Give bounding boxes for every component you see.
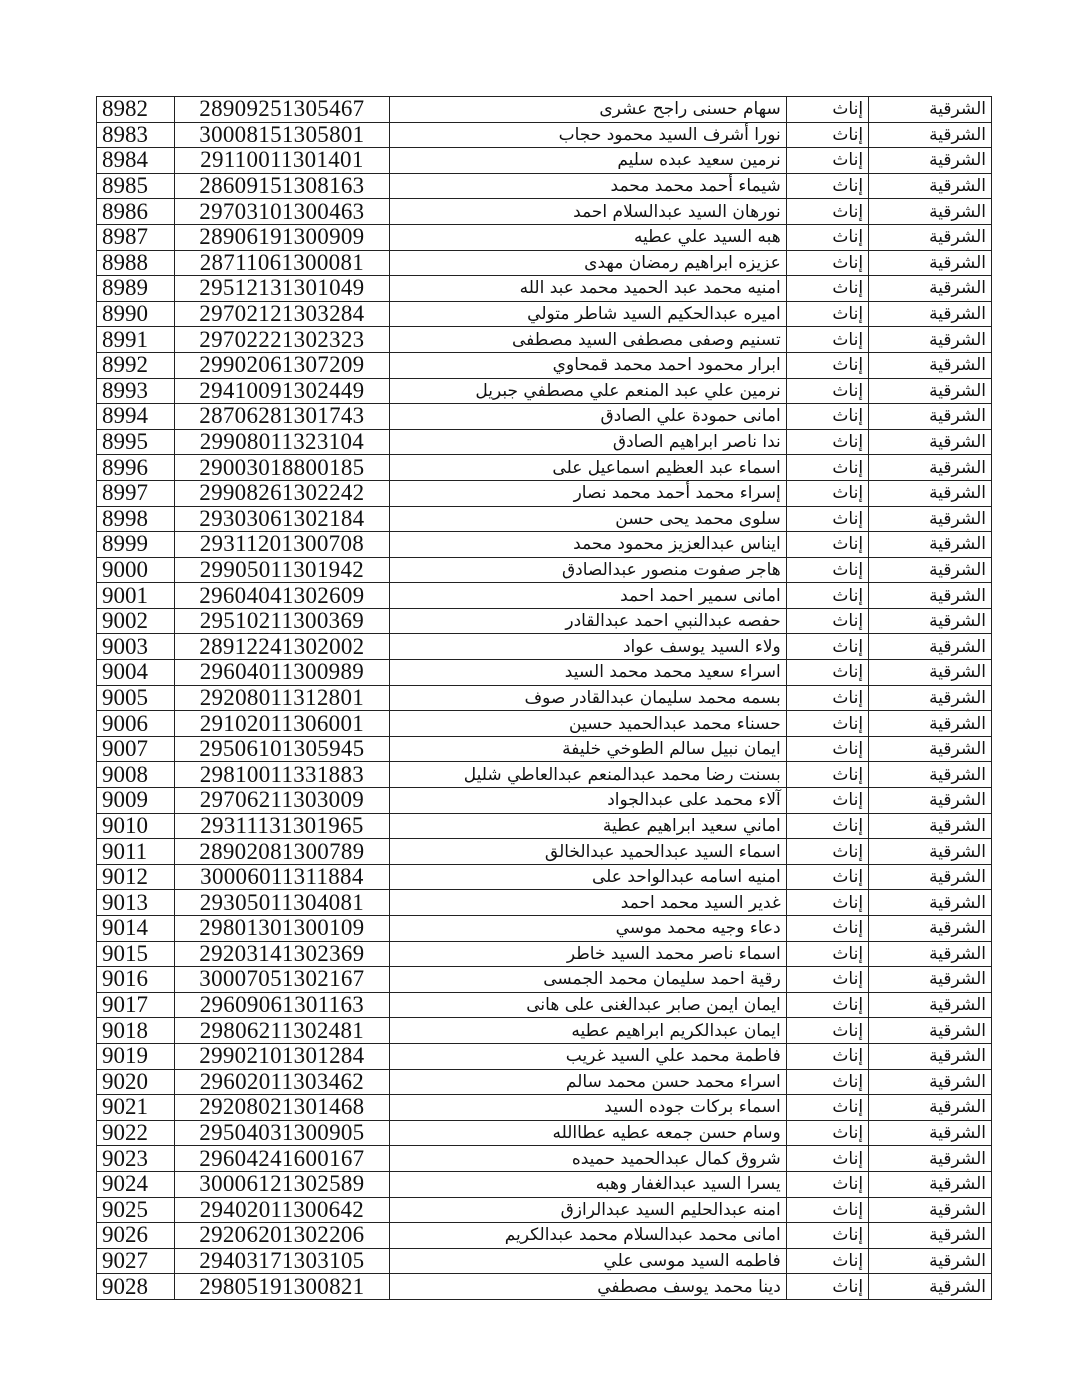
table-row [97, 455, 992, 481]
table-row [97, 813, 992, 839]
serial-number-cell: 8984 [97, 148, 175, 174]
governorate-cell: الشرقية [869, 378, 992, 404]
full-name-cell: دينا محمد يوسف مصطفي [389, 1274, 786, 1300]
national-id-cell: 29403171303105 [175, 1248, 389, 1274]
governorate-cell: الشرقية [869, 864, 992, 890]
gender-cell: إناث [786, 711, 868, 737]
records-table [96, 96, 992, 1300]
table-row [97, 762, 992, 788]
national-id-cell: 30006121302589 [175, 1171, 389, 1197]
serial-number-cell: 9012 [97, 864, 175, 890]
table-row [97, 276, 992, 302]
national-id-cell: 28706281301743 [175, 404, 389, 430]
full-name-cell: بسنت رضا محمد عبدالمنعم عبدالعاطي شليل [389, 762, 786, 788]
governorate-cell: الشرقية [869, 583, 992, 609]
governorate-cell: الشرقية [869, 813, 992, 839]
governorate-cell: الشرقية [869, 429, 992, 455]
national-id-cell: 29110011301401 [175, 148, 389, 174]
gender-cell: إناث [786, 608, 868, 634]
serial-number-cell: 8998 [97, 506, 175, 532]
governorate-cell: الشرقية [869, 148, 992, 174]
national-id-cell: 28906191300909 [175, 224, 389, 250]
governorate-cell: الشرقية [869, 173, 992, 199]
governorate-cell: الشرقية [869, 506, 992, 532]
gender-cell: إناث [786, 813, 868, 839]
table-row [97, 864, 992, 890]
national-id-cell: 29604041302609 [175, 583, 389, 609]
full-name-cell: دعاء وجيه محمد موسي [389, 916, 786, 942]
gender-cell: إناث [786, 1248, 868, 1274]
full-name-cell: امنيه محمد عبد الحميد محمد عبد الله [389, 276, 786, 302]
gender-cell: إناث [786, 97, 868, 123]
national-id-cell: 29203141302369 [175, 941, 389, 967]
full-name-cell: اسماء بركات جوده السيد [389, 1095, 786, 1121]
serial-number-cell: 8999 [97, 532, 175, 558]
governorate-cell: الشرقية [869, 97, 992, 123]
table-row [97, 1171, 992, 1197]
gender-cell: إناث [786, 1146, 868, 1172]
national-id-cell: 29604011300989 [175, 660, 389, 686]
national-id-cell: 29602011303462 [175, 1069, 389, 1095]
national-id-cell: 29609061301163 [175, 992, 389, 1018]
gender-cell: إناث [786, 1197, 868, 1223]
gender-cell: إناث [786, 839, 868, 865]
table-row [97, 1146, 992, 1172]
table-row [97, 404, 992, 430]
table-row [97, 890, 992, 916]
serial-number-cell: 9002 [97, 608, 175, 634]
governorate-cell: الشرقية [869, 1120, 992, 1146]
gender-cell: إناث [786, 967, 868, 993]
table-row [97, 967, 992, 993]
serial-number-cell: 8985 [97, 173, 175, 199]
governorate-cell: الشرقية [869, 685, 992, 711]
full-name-cell: يسرا السيد عبدالغفار وهبه [389, 1171, 786, 1197]
serial-number-cell: 8994 [97, 404, 175, 430]
national-id-cell: 29512131301049 [175, 276, 389, 302]
table-row [97, 583, 992, 609]
table-row [97, 634, 992, 660]
governorate-cell: الشرقية [869, 199, 992, 225]
full-name-cell: امنيه اسامه عبدالواحد على [389, 864, 786, 890]
gender-cell: إناث [786, 122, 868, 148]
full-name-cell: شروق كمال عبدالحميد حميده [389, 1146, 786, 1172]
table-row [97, 736, 992, 762]
serial-number-cell: 9008 [97, 762, 175, 788]
gender-cell: إناث [786, 224, 868, 250]
gender-cell: إناث [786, 1171, 868, 1197]
governorate-cell: الشرقية [869, 1146, 992, 1172]
governorate-cell: الشرقية [869, 1043, 992, 1069]
governorate-cell: الشرقية [869, 916, 992, 942]
full-name-cell: امانى حمودة علي الصادق [389, 404, 786, 430]
governorate-cell: الشرقية [869, 301, 992, 327]
governorate-cell: الشرقية [869, 1171, 992, 1197]
serial-number-cell: 9015 [97, 941, 175, 967]
serial-number-cell: 9025 [97, 1197, 175, 1223]
national-id-cell: 29410091302449 [175, 378, 389, 404]
governorate-cell: الشرقية [869, 634, 992, 660]
national-id-cell: 28909251305467 [175, 97, 389, 123]
table-row [97, 711, 992, 737]
governorate-cell: الشرقية [869, 890, 992, 916]
governorate-cell: الشرقية [869, 352, 992, 378]
table-row [97, 941, 992, 967]
table-row [97, 1069, 992, 1095]
full-name-cell: هبه السيد علي عطيه [389, 224, 786, 250]
governorate-cell: الشرقية [869, 250, 992, 276]
gender-cell: إناث [786, 506, 868, 532]
governorate-cell: الشرقية [869, 762, 992, 788]
full-name-cell: سهام حسنى راجح عشرى [389, 97, 786, 123]
governorate-cell: الشرقية [869, 1197, 992, 1223]
national-id-cell: 29702121303284 [175, 301, 389, 327]
table-row [97, 122, 992, 148]
national-id-cell: 30007051302167 [175, 967, 389, 993]
table-row [97, 352, 992, 378]
table-row [97, 916, 992, 942]
governorate-cell: الشرقية [869, 404, 992, 430]
national-id-cell: 29806211302481 [175, 1018, 389, 1044]
full-name-cell: حفصه عبدالنبي احمد عبدالقادر [389, 608, 786, 634]
serial-number-cell: 9019 [97, 1043, 175, 1069]
full-name-cell: امانى سمير احمد احمد [389, 583, 786, 609]
full-name-cell: اسماء عبد العظيم اسماعيل على [389, 455, 786, 481]
national-id-cell: 29702221302323 [175, 327, 389, 353]
gender-cell: إناث [786, 736, 868, 762]
national-id-cell: 28902081300789 [175, 839, 389, 865]
table-row [97, 224, 992, 250]
governorate-cell: الشرقية [869, 532, 992, 558]
serial-number-cell: 9001 [97, 583, 175, 609]
governorate-cell: الشرقية [869, 327, 992, 353]
serial-number-cell: 8995 [97, 429, 175, 455]
governorate-cell: الشرقية [869, 1069, 992, 1095]
full-name-cell: ولاء السيد يوسف عواد [389, 634, 786, 660]
serial-number-cell: 9016 [97, 967, 175, 993]
national-id-cell: 29703101300463 [175, 199, 389, 225]
gender-cell: إناث [786, 148, 868, 174]
full-name-cell: تسنيم وصفى مصطفى السيد مصطفى [389, 327, 786, 353]
gender-cell: إناث [786, 276, 868, 302]
national-id-cell: 28912241302002 [175, 634, 389, 660]
governorate-cell: الشرقية [869, 1095, 992, 1121]
full-name-cell: اسماء ناصر محمد السيد خاطر [389, 941, 786, 967]
table-row [97, 97, 992, 123]
full-name-cell: اسماء السيد عبدالحميد عبدالخالق [389, 839, 786, 865]
table-row [97, 839, 992, 865]
gender-cell: إناث [786, 890, 868, 916]
full-name-cell: ايمان نبيل سالم الطوخي خليفة [389, 736, 786, 762]
gender-cell: إناث [786, 532, 868, 558]
full-name-cell: ايمان ايمن صابر عبدالغنى على هانى [389, 992, 786, 1018]
gender-cell: إناث [786, 429, 868, 455]
serial-number-cell: 9022 [97, 1120, 175, 1146]
gender-cell: إناث [786, 199, 868, 225]
gender-cell: إناث [786, 941, 868, 967]
table-row [97, 1223, 992, 1249]
gender-cell: إناث [786, 1069, 868, 1095]
national-id-cell: 29504031300905 [175, 1120, 389, 1146]
governorate-cell: الشرقية [869, 1274, 992, 1300]
table-row [97, 1120, 992, 1146]
table-row [97, 1018, 992, 1044]
gender-cell: إناث [786, 301, 868, 327]
governorate-cell: الشرقية [869, 736, 992, 762]
serial-number-cell: 8993 [97, 378, 175, 404]
table-row [97, 608, 992, 634]
table-row [97, 1197, 992, 1223]
table-row [97, 1274, 992, 1300]
national-id-cell: 29208011312801 [175, 685, 389, 711]
serial-number-cell: 9003 [97, 634, 175, 660]
records-table-body [97, 97, 992, 1300]
serial-number-cell: 9007 [97, 736, 175, 762]
gender-cell: إناث [786, 1223, 868, 1249]
national-id-cell: 29706211303009 [175, 788, 389, 814]
serial-number-cell: 9017 [97, 992, 175, 1018]
full-name-cell: امنه عبدالحليم السيد عبدالرازق [389, 1197, 786, 1223]
governorate-cell: الشرقية [869, 224, 992, 250]
gender-cell: إناث [786, 1043, 868, 1069]
national-id-cell: 29810011331883 [175, 762, 389, 788]
full-name-cell: اسراء سعيد محمد محمد السيد [389, 660, 786, 686]
serial-number-cell: 8982 [97, 97, 175, 123]
national-id-cell: 29311201300708 [175, 532, 389, 558]
governorate-cell: الشرقية [869, 941, 992, 967]
serial-number-cell: 9024 [97, 1171, 175, 1197]
table-row [97, 1095, 992, 1121]
gender-cell: إناث [786, 480, 868, 506]
table-row [97, 148, 992, 174]
serial-number-cell: 9005 [97, 685, 175, 711]
governorate-cell: الشرقية [869, 122, 992, 148]
serial-number-cell: 9021 [97, 1095, 175, 1121]
serial-number-cell: 8996 [97, 455, 175, 481]
gender-cell: إناث [786, 660, 868, 686]
serial-number-cell: 8990 [97, 301, 175, 327]
national-id-cell: 28609151308163 [175, 173, 389, 199]
serial-number-cell: 9000 [97, 557, 175, 583]
gender-cell: إناث [786, 173, 868, 199]
national-id-cell: 28711061300081 [175, 250, 389, 276]
full-name-cell: سلوى محمد يحى حسن [389, 506, 786, 532]
serial-number-cell: 9028 [97, 1274, 175, 1300]
serial-number-cell: 9004 [97, 660, 175, 686]
full-name-cell: اميره عبدالحكيم السيد شاطر متولي [389, 301, 786, 327]
full-name-cell: نرمين سعيد عبده سليم [389, 148, 786, 174]
full-name-cell: هاجر صفوت منصور عبدالصادق [389, 557, 786, 583]
full-name-cell: ندا ناصر ابراهيم الصادق [389, 429, 786, 455]
table-row [97, 685, 992, 711]
table-row [97, 506, 992, 532]
governorate-cell: الشرقية [869, 1248, 992, 1274]
serial-number-cell: 8986 [97, 199, 175, 225]
table-row [97, 557, 992, 583]
national-id-cell: 29908011323104 [175, 429, 389, 455]
governorate-cell: الشرقية [869, 1223, 992, 1249]
gender-cell: إناث [786, 992, 868, 1018]
governorate-cell: الشرقية [869, 660, 992, 686]
governorate-cell: الشرقية [869, 455, 992, 481]
serial-number-cell: 9027 [97, 1248, 175, 1274]
serial-number-cell: 9014 [97, 916, 175, 942]
national-id-cell: 29208021301468 [175, 1095, 389, 1121]
full-name-cell: نورهان السيد عبدالسلام احمد [389, 199, 786, 225]
serial-number-cell: 9026 [97, 1223, 175, 1249]
national-id-cell: 29303061302184 [175, 506, 389, 532]
gender-cell: إناث [786, 583, 868, 609]
gender-cell: إناث [786, 788, 868, 814]
national-id-cell: 29805191300821 [175, 1274, 389, 1300]
gender-cell: إناث [786, 1120, 868, 1146]
gender-cell: إناث [786, 1274, 868, 1300]
full-name-cell: اسراء محمد حسن محمد سالم [389, 1069, 786, 1095]
table-row [97, 788, 992, 814]
national-id-cell: 29604241600167 [175, 1146, 389, 1172]
table-row [97, 1248, 992, 1274]
table-row [97, 173, 992, 199]
serial-number-cell: 8992 [97, 352, 175, 378]
gender-cell: إناث [786, 762, 868, 788]
full-name-cell: رقية احمد سليمان محمد الجمسى [389, 967, 786, 993]
full-name-cell: شيماء أحمد محمد محمد [389, 173, 786, 199]
serial-number-cell: 9018 [97, 1018, 175, 1044]
full-name-cell: امانى محمد عبدالسلام محمد عبدالكريم [389, 1223, 786, 1249]
table-row [97, 480, 992, 506]
gender-cell: إناث [786, 352, 868, 378]
full-name-cell: ابرار محمود احمد محمد قمحاوي [389, 352, 786, 378]
serial-number-cell: 8991 [97, 327, 175, 353]
national-id-cell: 30008151305801 [175, 122, 389, 148]
full-name-cell: ايناس عبدالعزيز محمود محمد [389, 532, 786, 558]
full-name-cell: بسمه محمد سليمان عبدالقادر صوف [389, 685, 786, 711]
gender-cell: إناث [786, 864, 868, 890]
national-id-cell: 29003018800185 [175, 455, 389, 481]
full-name-cell: اماني سعيد ابراهيم عطية [389, 813, 786, 839]
serial-number-cell: 9020 [97, 1069, 175, 1095]
full-name-cell: حسناء محمد عبدالحميد حسين [389, 711, 786, 737]
national-id-cell: 29206201302206 [175, 1223, 389, 1249]
national-id-cell: 29402011300642 [175, 1197, 389, 1223]
full-name-cell: وسام حسن جمعه عطيه عطاالله [389, 1120, 786, 1146]
governorate-cell: الشرقية [869, 276, 992, 302]
serial-number-cell: 9023 [97, 1146, 175, 1172]
national-id-cell: 29908261302242 [175, 480, 389, 506]
national-id-cell: 29905011301942 [175, 557, 389, 583]
gender-cell: إناث [786, 250, 868, 276]
full-name-cell: غدير السيد محمد احمد [389, 890, 786, 916]
table-row [97, 1043, 992, 1069]
governorate-cell: الشرقية [869, 557, 992, 583]
table-row [97, 660, 992, 686]
national-id-cell: 29305011304081 [175, 890, 389, 916]
national-id-cell: 29506101305945 [175, 736, 389, 762]
national-id-cell: 29102011306001 [175, 711, 389, 737]
full-name-cell: ايمان عبدالكريم ابراهيم عطيه [389, 1018, 786, 1044]
national-id-cell: 29902101301284 [175, 1043, 389, 1069]
full-name-cell: فاطمة محمد علي السيد غريب [389, 1043, 786, 1069]
governorate-cell: الشرقية [869, 711, 992, 737]
full-name-cell: نورا أشرف السيد محمود حجاب [389, 122, 786, 148]
serial-number-cell: 8989 [97, 276, 175, 302]
gender-cell: إناث [786, 378, 868, 404]
table-row [97, 199, 992, 225]
full-name-cell: آلاء محمد على عبدالجواد [389, 788, 786, 814]
serial-number-cell: 8987 [97, 224, 175, 250]
national-id-cell: 29801301300109 [175, 916, 389, 942]
governorate-cell: الشرقية [869, 967, 992, 993]
full-name-cell: عزيزه ابراهيم رمضان مهدى [389, 250, 786, 276]
table-row [97, 378, 992, 404]
governorate-cell: الشرقية [869, 608, 992, 634]
table-row [97, 250, 992, 276]
governorate-cell: الشرقية [869, 788, 992, 814]
gender-cell: إناث [786, 685, 868, 711]
gender-cell: إناث [786, 916, 868, 942]
full-name-cell: نرمين علي عبد المنعم علي مصطفي جبريل [389, 378, 786, 404]
governorate-cell: الشرقية [869, 480, 992, 506]
table-row [97, 532, 992, 558]
national-id-cell: 30006011311884 [175, 864, 389, 890]
national-id-cell: 29510211300369 [175, 608, 389, 634]
governorate-cell: الشرقية [869, 992, 992, 1018]
gender-cell: إناث [786, 327, 868, 353]
table-row [97, 429, 992, 455]
serial-number-cell: 9009 [97, 788, 175, 814]
governorate-cell: الشرقية [869, 839, 992, 865]
table-row [97, 301, 992, 327]
national-id-cell: 29311131301965 [175, 813, 389, 839]
full-name-cell: فاطمه السيد موسى علي [389, 1248, 786, 1274]
serial-number-cell: 9010 [97, 813, 175, 839]
gender-cell: إناث [786, 634, 868, 660]
serial-number-cell: 9006 [97, 711, 175, 737]
table-row [97, 992, 992, 1018]
governorate-cell: الشرقية [869, 1018, 992, 1044]
gender-cell: إناث [786, 1018, 868, 1044]
full-name-cell: إسراء محمد أحمد محمد نصار [389, 480, 786, 506]
gender-cell: إناث [786, 404, 868, 430]
serial-number-cell: 9013 [97, 890, 175, 916]
serial-number-cell: 8988 [97, 250, 175, 276]
serial-number-cell: 8983 [97, 122, 175, 148]
table-row [97, 327, 992, 353]
gender-cell: إناث [786, 1095, 868, 1121]
gender-cell: إناث [786, 455, 868, 481]
national-id-cell: 29902061307209 [175, 352, 389, 378]
serial-number-cell: 9011 [97, 839, 175, 865]
gender-cell: إناث [786, 557, 868, 583]
serial-number-cell: 8997 [97, 480, 175, 506]
